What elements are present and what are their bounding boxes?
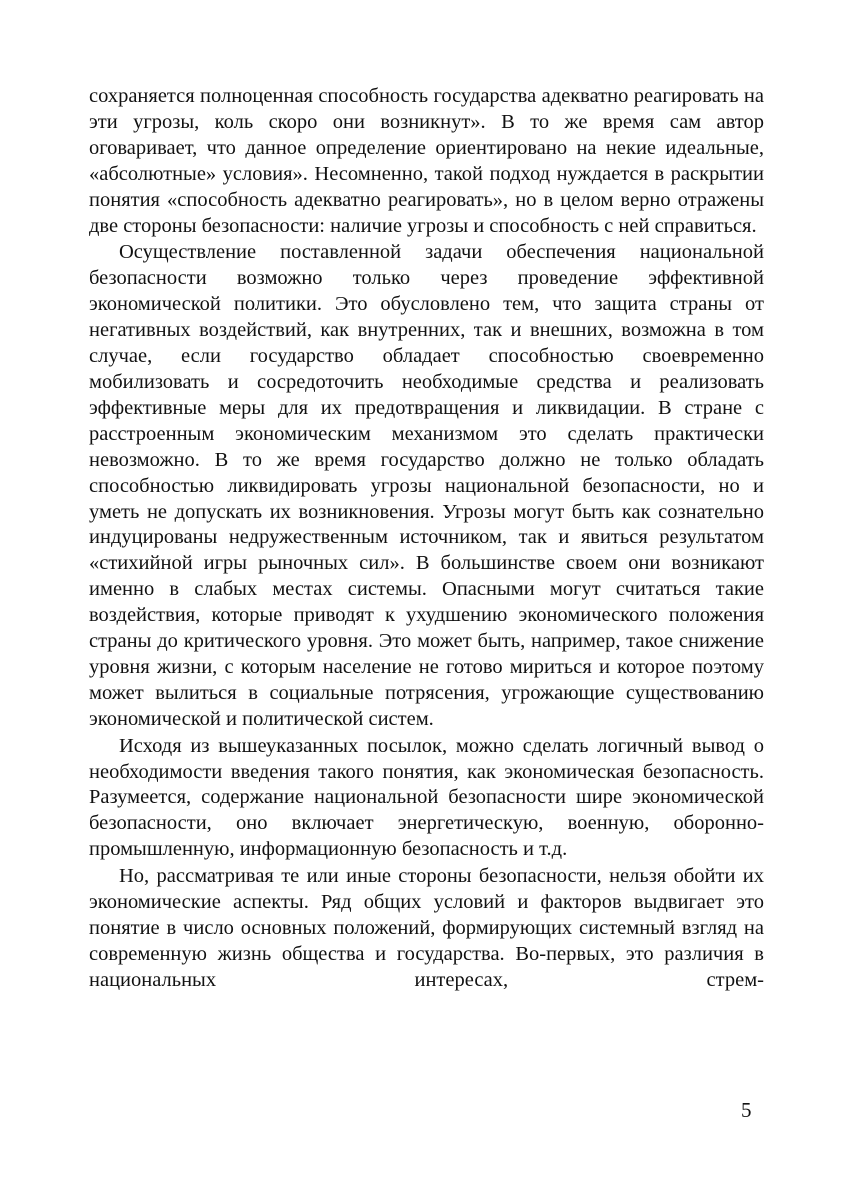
page-number: 5 <box>741 1098 752 1122</box>
paragraph-1: сохраняется полноценная способность государства адекватно реагировать на эти угрозы, коль скоро они возникнут». В то же время сам автор оговаривает, что данное определение ориентировано на некие идеальные, «абсолютные» условия». Несомненно, такой подход нуждается в раскрытии понятия «способность адекватно реагировать», но в целом верно отражены две стороны безопасности: наличие угрозы и способность с ней справиться. <box>89 85 764 237</box>
paragraph-2: Осуществление поставленной задачи обеспечения национальной безопасности возможно только через проведение эффективной экономической политики. Это обусловлено тем, что защита страны от негативных воздействий, как внутренних, так и внешних, возможна в том случае, если государство обладает способностью своевременно мобилизовать и сосредоточить необходимые средства и реализовать эффективные меры для их предотвращения и ликвидации. В стране с расстроенным экономическим механизмом это сделать практически невозможно. В то же время государство должно не только обладать способностью ликвидировать угрозы национальной безопасности, но и уметь не допускать их возникновения. Угрозы могут быть как сознательно индуцированы недружественным источником, так и явиться результатом «стихийной игры рыночных сил». В большинстве своем они возникают именно в слабых местах системы. Опасными могут считаться такие воздействия, которые приводят к ухудшению экономического положения страны до критического уровня. Это может быть, например, такое снижение уровня жизни, с которым население не готово мириться и которое поэтому может вылиться в социальные потрясения, угрожающие существованию экономической и политической систем. <box>89 241 764 730</box>
page-body <box>89 84 764 994</box>
paragraph-3: Исходя из вышеуказанных посылок, можно сделать логичный вывод о необходимости введения такого понятия, как экономическая безопасность. Разумеется, содержание национальной безопасности шире экономической безопасности, оно включает энергетическую, военную, оборонно-промышленную, информационную безопасность и т.д. <box>89 734 764 861</box>
paragraph-4: Но, рассматривая те или иные стороны безопасности, нельзя обойти их экономические аспекты. Ряд общих условий и факторов выдвигает это понятие в число основных положений, формирующих системный взгляд на современную жизнь общества и государства. Во-первых, это различия в национальных интересах, стрем- <box>89 865 764 991</box>
